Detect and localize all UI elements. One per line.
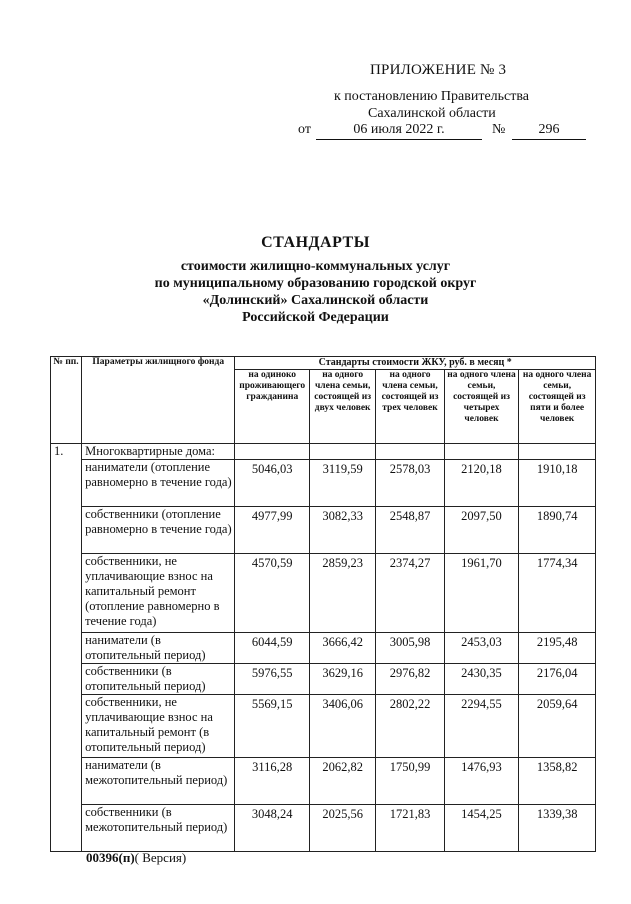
table-row (51, 664, 596, 695)
cell-value: 2062,82 (310, 758, 376, 805)
cell-value: 5976,55 (235, 664, 310, 695)
appendix-title: ПРИЛОЖЕНИЕ № 3 (370, 62, 507, 78)
cell-value: 1774,34 (519, 554, 596, 633)
cell-value: 6044,59 (235, 633, 310, 664)
row-label: собственники, не уплачивающие взнос на капитальный ремонт (в отопительный период) (82, 695, 235, 758)
cell-value: 2176,04 (519, 664, 596, 695)
cell-value: 5046,03 (235, 460, 310, 507)
cell-value: 1358,82 (519, 758, 596, 805)
row-label: наниматели (в отопительный период) (82, 633, 235, 664)
cell-value: 2097,50 (444, 507, 519, 554)
number-label: № (492, 122, 506, 137)
cell-value: 1890,74 (519, 507, 596, 554)
table-row (51, 554, 596, 633)
from-label: от (298, 122, 311, 137)
document-code: 00396(п) (86, 850, 135, 865)
cell-value: 1721,83 (376, 805, 444, 852)
cell-value: 1339,38 (519, 805, 596, 852)
subtitle-line-3: «Долинский» Сахалинской области (202, 293, 429, 308)
cell-value: 1750,99 (376, 758, 444, 805)
table-row (51, 633, 596, 664)
header-standards-group: Стандарты стоимости ЖКУ, руб. в месяц * (235, 357, 596, 370)
cell-value: 2294,55 (444, 695, 519, 758)
cell-value: 2802,22 (376, 695, 444, 758)
resolution-date-number (298, 122, 598, 142)
cell-value: 3666,42 (310, 633, 376, 664)
row-label: наниматели (отопление равномерно в течение года) (82, 460, 235, 507)
cell-value: 4977,99 (235, 507, 310, 554)
cell-value: 2374,27 (376, 554, 444, 633)
resolution-number: 296 (512, 122, 586, 140)
header-family-2: на одного члена семьи, состоящей из двух человек (310, 370, 376, 444)
standards-table (50, 356, 596, 852)
cell-value: 2578,03 (376, 460, 444, 507)
header-params: Параметры жилищного фонда (82, 357, 235, 444)
cell-value: 2025,56 (310, 805, 376, 852)
document-version: ( Версия) (134, 850, 187, 865)
section-label: Многоквартирные дома: (82, 444, 235, 460)
cell-value: 2195,48 (519, 633, 596, 664)
table-row (51, 507, 596, 554)
row-label: собственники (в отопительный период) (82, 664, 235, 695)
cell-value: 3048,24 (235, 805, 310, 852)
section-number: 1. (51, 444, 82, 852)
section-row (51, 444, 596, 460)
subtitle-line-1: стоимости жилищно-коммунальных услуг (180, 259, 451, 274)
row-label: наниматели (в межотопительный период) (82, 758, 235, 805)
cell-value: 3005,98 (376, 633, 444, 664)
document-title: СТАНДАРТЫ (261, 234, 370, 251)
header-family-5plus: на одного члена семьи, состоящей из пяти и более человек (519, 370, 596, 444)
cell-value: 2859,23 (310, 554, 376, 633)
cell-value: 1476,93 (444, 758, 519, 805)
cell-value: 2453,03 (444, 633, 519, 664)
table-row (51, 460, 596, 507)
table-row (51, 805, 596, 852)
cell-value: 5569,15 (235, 695, 310, 758)
cell-value: 2059,64 (519, 695, 596, 758)
cell-value: 2976,82 (376, 664, 444, 695)
cell-value: 4570,59 (235, 554, 310, 633)
resolution-date: 06 июля 2022 г. (316, 122, 482, 140)
document-footer (86, 850, 186, 866)
row-label: собственники, не уплачивающие взнос на капитальный ремонт (отопление равномерно в течение года) (82, 554, 235, 633)
table-row (51, 695, 596, 758)
table-row (51, 758, 596, 805)
cell-value: 2548,87 (376, 507, 444, 554)
subtitle-line-4: Российской Федерации (242, 310, 389, 325)
header-no: № пп. (51, 357, 82, 444)
header-single: на одиноко проживающего гражданина (235, 370, 310, 444)
row-label: собственники (в межотопительный период) (82, 805, 235, 852)
subtitle-line-2: по муниципальному образованию городской округ (154, 276, 477, 291)
cell-value: 3082,33 (310, 507, 376, 554)
cell-value: 1910,18 (519, 460, 596, 507)
row-label: собственники (отопление равномерно в течение года) (82, 507, 235, 554)
cell-value: 3629,16 (310, 664, 376, 695)
cell-value: 3406,06 (310, 695, 376, 758)
cell-value: 1961,70 (444, 554, 519, 633)
cell-value: 2430,35 (444, 664, 519, 695)
header-family-3: на одного члена семьи, состоящей из трех человек (376, 370, 444, 444)
cell-value: 1454,25 (444, 805, 519, 852)
cell-value: 3116,28 (235, 758, 310, 805)
header-family-4: на одного члена семьи, состоящей из четырех человек (444, 370, 519, 444)
cell-value: 2120,18 (444, 460, 519, 507)
region-line: Сахалинской области (368, 106, 496, 121)
resolution-line: к постановлению Правительства (334, 89, 530, 104)
cell-value: 3119,59 (310, 460, 376, 507)
